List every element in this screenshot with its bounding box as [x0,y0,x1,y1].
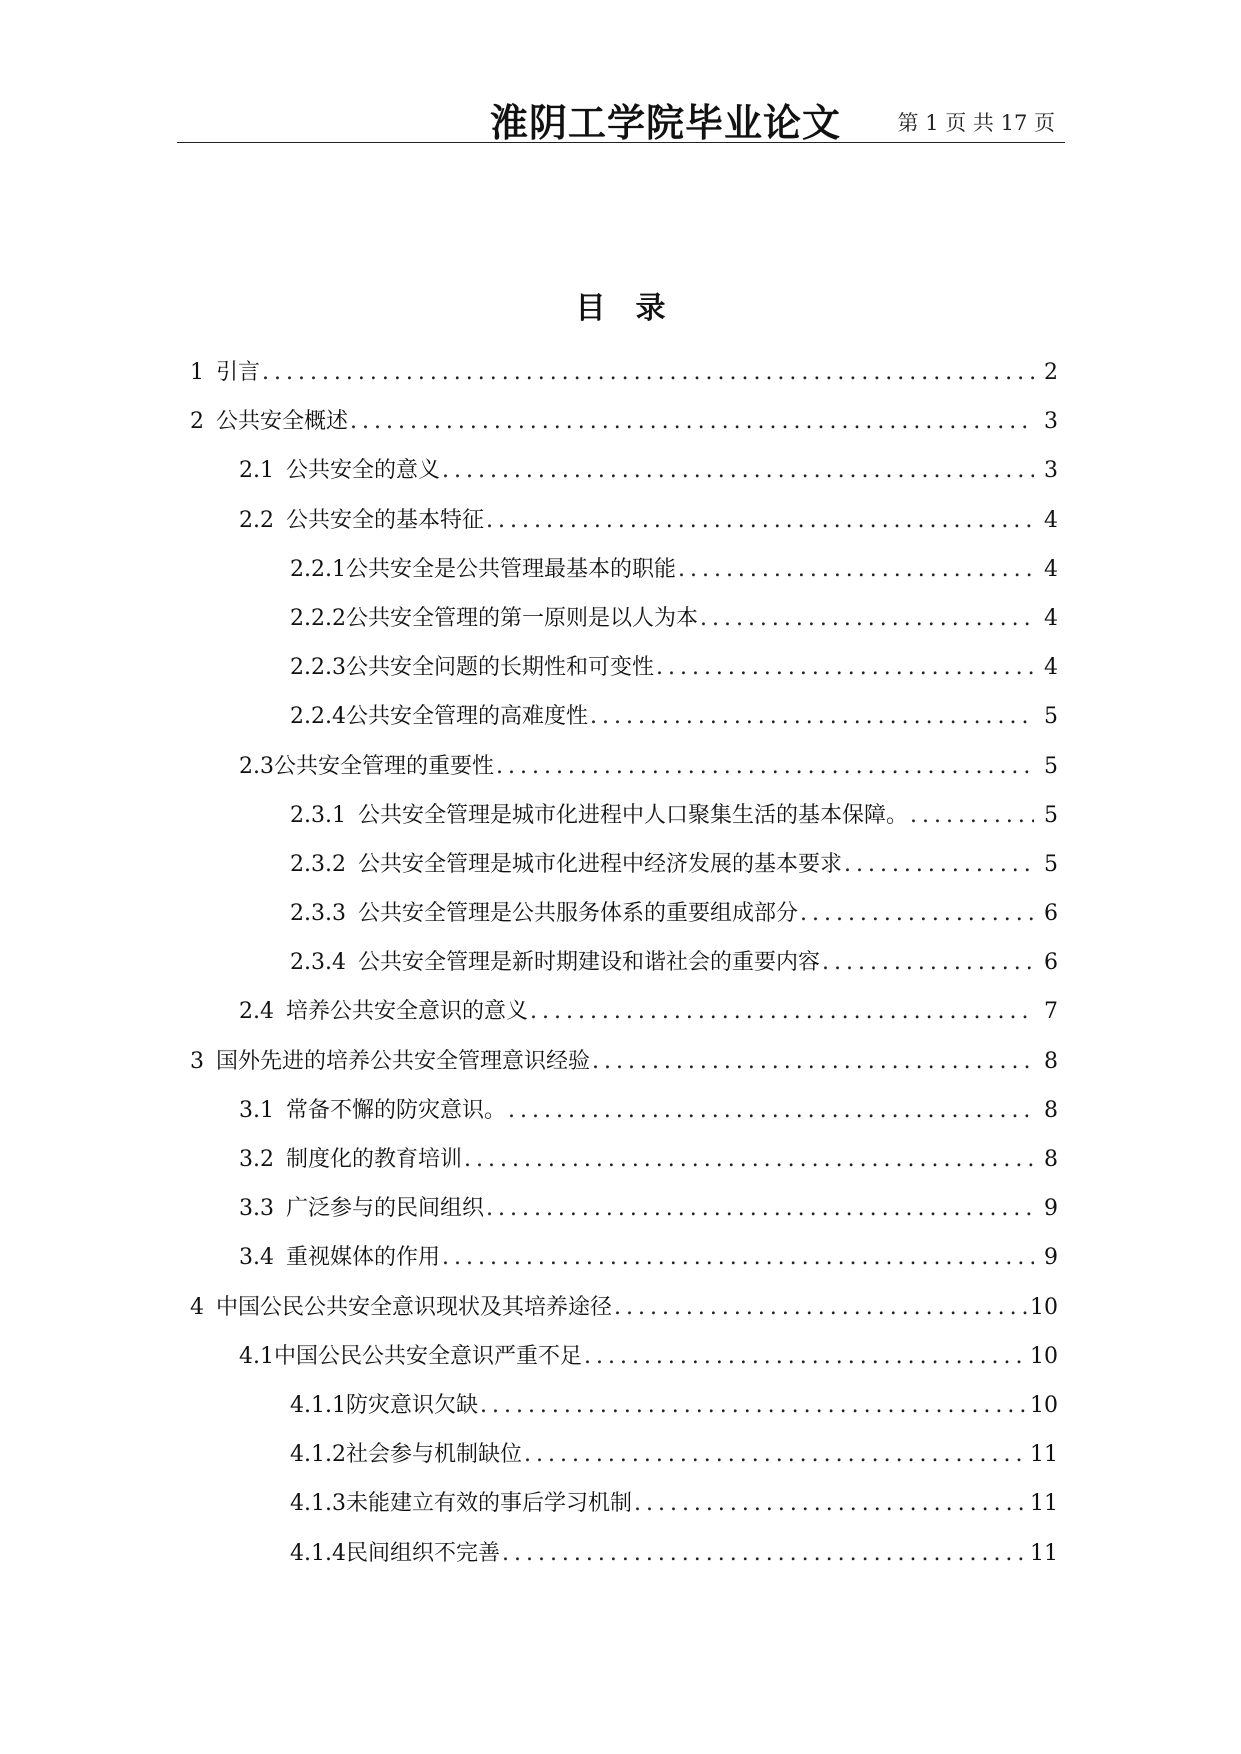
toc-entry-text: 未能建立有效的事后学习机制 [345,1491,632,1517]
toc-entry-number: 2.1 [239,458,274,484]
toc-entry[interactable] [190,994,1058,1043]
toc-leader [464,1147,1034,1172]
toc-leader [678,557,1034,582]
toc-entry-page: 2 [1044,360,1058,385]
toc-entry-number: 2 [190,409,204,435]
toc-entry-page: 11 [1030,1442,1058,1468]
toc-entry-page: 10 [1030,1343,1058,1369]
toc-leader [844,852,1034,877]
toc-entry[interactable] [190,1093,1058,1142]
toc-entry-number: 2.2.4 [290,704,346,730]
toc-leader [700,606,1034,631]
toc-entry-text: 常备不懈的防灾意识。 [286,1097,507,1123]
toc-entry-number: 2.2.3 [290,655,346,681]
toc-leader [614,1295,1028,1320]
toc-leader [496,754,1034,779]
toc-entry-page: 6 [1044,950,1058,976]
toc-entry-number: 2.3 [239,753,274,779]
toc-entry-page: 4 [1044,655,1058,681]
toc-entry-text: 公共安全管理是城市化进程中人口聚集生活的基本保障。 [357,802,908,828]
toc-entry-number: 2.3.4 [290,950,346,976]
toc-entry-number: 2.2.1 [290,556,346,582]
toc-entry-number: 2.3.2 [290,851,346,877]
toc-entry-page: 10 [1030,1294,1058,1320]
toc-leader [634,1491,1028,1516]
toc-entry[interactable] [190,1191,1058,1240]
toc-leader [262,360,1034,385]
toc-leader [822,950,1034,975]
toc-entry[interactable] [190,1388,1058,1437]
toc-entry-page: 3 [1044,458,1058,484]
toc-entry-number: 4.1 [239,1343,274,1369]
toc-entry[interactable] [190,1240,1058,1289]
toc-leader [480,1393,1028,1418]
toc-entry-number: 1 [190,360,204,385]
toc-entry[interactable] [190,601,1058,650]
table-of-contents [190,355,1058,1585]
toc-entry-text: 公共安全管理的重要性 [274,753,495,779]
toc-leader [910,803,1034,828]
toc-leader [508,1098,1034,1123]
toc-entry-page: 9 [1044,1196,1058,1222]
toc-entry-number: 4 [190,1294,204,1320]
toc-leader [486,508,1034,533]
toc-entry-text: 引言 [216,360,261,385]
toc-entry-page: 6 [1044,901,1058,927]
toc-entry-page: 10 [1030,1392,1058,1418]
toc-leader [442,1245,1034,1270]
toc-entry-page: 5 [1044,753,1058,779]
toc-entry-page: 5 [1044,802,1058,828]
toc-entry[interactable] [190,945,1058,994]
toc-entry-text: 制度化的教育培训 [286,1147,463,1172]
toc-entry[interactable] [190,503,1058,552]
toc-entry[interactable] [190,1536,1058,1585]
toc-entry-number: 4.1.2 [290,1442,346,1468]
toc-entry[interactable] [190,453,1058,502]
toc-title: 目录 [575,291,696,326]
toc-entry-page: 9 [1044,1245,1058,1271]
toc-entry-page: 11 [1030,1491,1058,1517]
toc-entry[interactable] [190,847,1058,896]
toc-entry-number: 4.1.1 [290,1392,346,1418]
toc-entry-text: 公共安全管理的第一原则是以人为本 [345,605,698,631]
toc-entry-text: 培养公共安全意识的意义 [286,999,529,1025]
toc-entry[interactable] [190,1290,1058,1339]
toc-leader [656,655,1034,680]
toc-entry-text: 公共安全是公共管理最基本的职能 [345,556,676,582]
toc-leader [590,704,1034,729]
toc-entry-text: 公共安全的意义 [286,458,441,484]
toc-leader [524,1442,1028,1467]
toc-leader [350,409,1034,434]
toc-entry[interactable] [190,1437,1058,1486]
toc-entry-number: 2.3.1 [290,802,346,828]
toc-entry-page: 5 [1044,851,1058,877]
toc-entry[interactable] [190,650,1058,699]
toc-entry-page: 8 [1044,1048,1058,1074]
toc-entry-text: 社会参与机制缺位 [345,1442,522,1468]
toc-entry-text: 公共安全管理是城市化进程中经济发展的基本要求 [357,851,842,877]
toc-entry-number: 3 [190,1048,204,1074]
toc-entry-text: 重视媒体的作用 [286,1245,441,1271]
header-title: 淮阴工学院毕业论文 [490,101,842,145]
toc-entry-number: 3.4 [239,1245,274,1271]
toc-leader [530,999,1034,1024]
toc-entry[interactable] [190,355,1058,404]
toc-entry-page: 8 [1044,1147,1058,1172]
toc-entry[interactable] [190,1339,1058,1388]
toc-entry-number: 4.1.3 [290,1491,346,1517]
toc-entry-number: 3.3 [239,1196,274,1222]
header-page-info: 第 1 页 共 17 页 [897,111,1055,135]
toc-entry-text: 公共安全问题的长期性和可变性 [345,655,654,681]
toc-entry[interactable] [190,404,1058,453]
toc-leader [486,1196,1034,1221]
toc-entry-number: 2.2 [239,507,274,533]
toc-entry-number: 3.1 [239,1097,274,1123]
toc-entry-text: 中国公民公共安全意识严重不足 [274,1343,583,1369]
toc-entry-text: 民间组织不完善 [345,1540,500,1566]
toc-entry-text: 防灾意识欠缺 [345,1392,478,1418]
toc-leader [584,1344,1028,1369]
toc-entry-number: 2.3.3 [290,901,346,927]
toc-entry-text: 公共安全管理的高难度性 [345,704,588,730]
toc-entry-text: 中国公民公共安全意识现状及其培养途径 [216,1294,613,1320]
toc-leader [592,1049,1034,1074]
toc-entry[interactable] [190,1044,1058,1093]
toc-entry-text: 公共安全概述 [216,409,349,435]
toc-entry[interactable] [190,798,1058,847]
toc-entry-number: 4.1.4 [290,1540,346,1566]
toc-entry-page: 4 [1044,605,1058,631]
toc-leader [442,458,1034,483]
toc-entry-page: 3 [1044,409,1058,435]
toc-entry-page: 7 [1044,999,1058,1025]
toc-entry[interactable] [190,749,1058,798]
toc-entry[interactable] [190,1142,1058,1191]
toc-entry-text: 国外先进的培养公共安全管理意识经验 [216,1048,591,1074]
toc-entry-number: 3.2 [239,1147,274,1172]
toc-entry-page: 4 [1044,556,1058,582]
toc-entry-text: 广泛参与的民间组织 [286,1196,485,1222]
page-header [177,80,1065,143]
toc-entry-number: 2.2.2 [290,605,346,631]
toc-entry-text: 公共安全管理是新时期建设和谐社会的重要内容 [357,950,820,976]
toc-entry-number: 2.4 [239,999,274,1025]
toc-entry[interactable] [190,1486,1058,1535]
toc-entry-page: 8 [1044,1097,1058,1123]
toc-entry-page: 11 [1030,1540,1058,1566]
toc-entry-text: 公共安全管理是公共服务体系的重要组成部分 [357,901,798,927]
toc-leader [800,901,1034,926]
toc-entry[interactable] [190,552,1058,601]
toc-entry-page: 4 [1044,507,1058,533]
toc-entry-page: 5 [1044,704,1058,730]
toc-entry-text: 公共安全的基本特征 [286,507,485,533]
toc-entry[interactable] [190,896,1058,945]
toc-entry[interactable] [190,699,1058,748]
toc-leader [502,1541,1028,1566]
